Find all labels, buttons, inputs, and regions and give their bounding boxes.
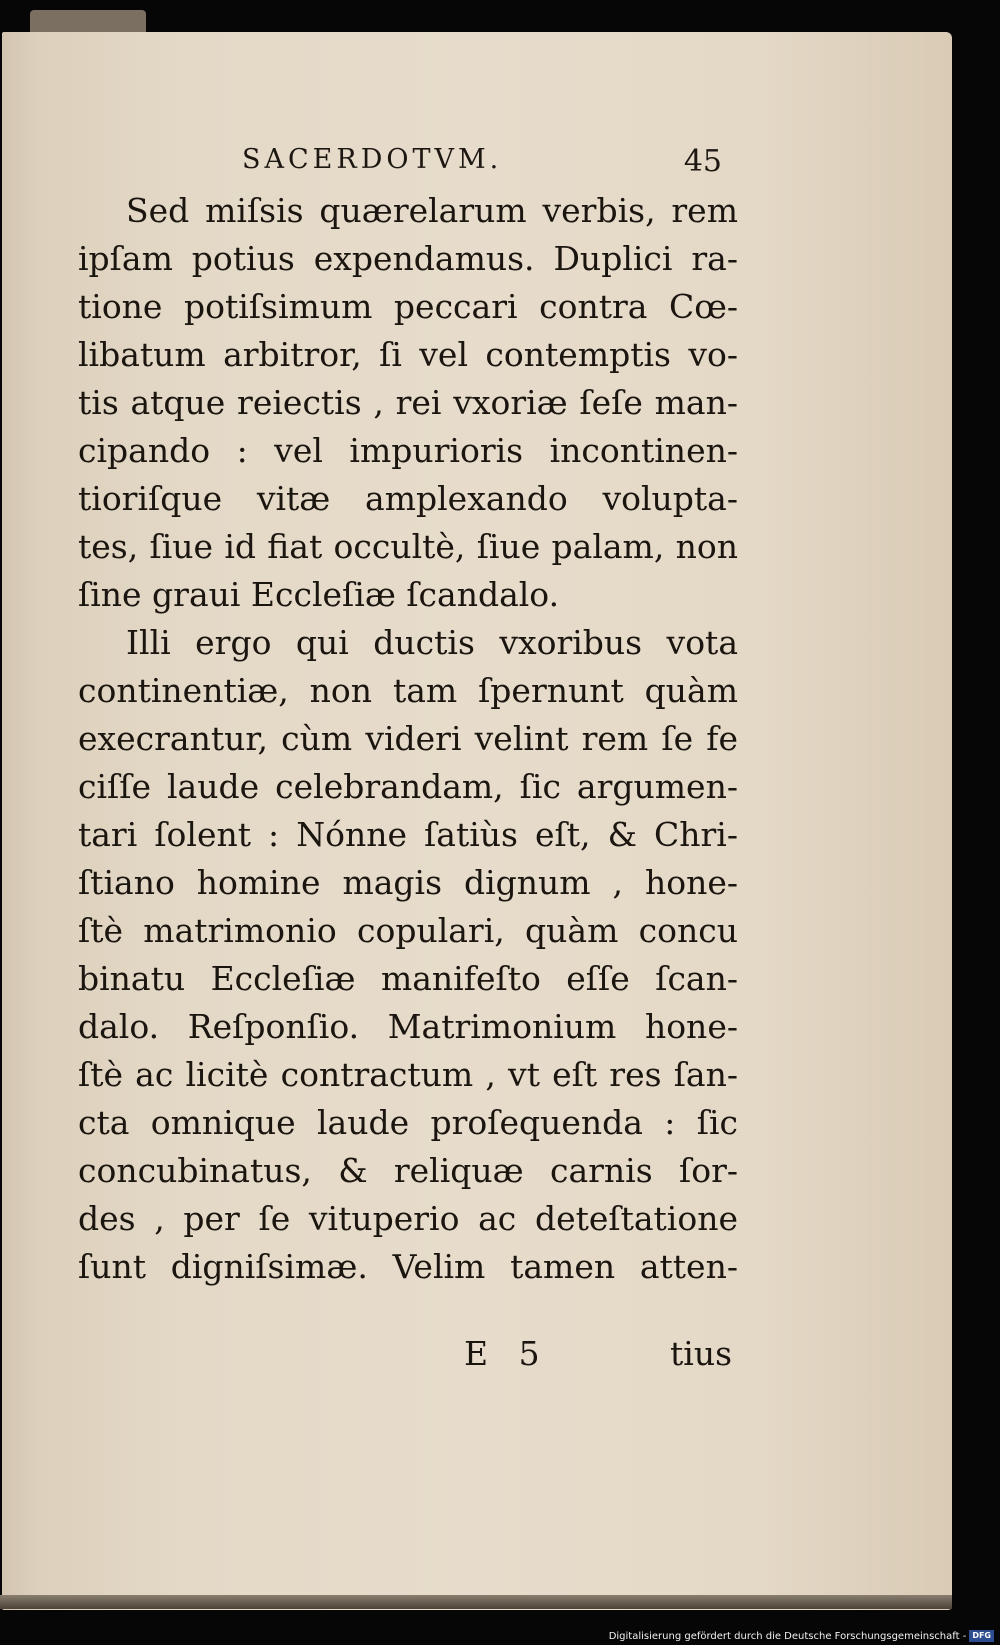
running-title: SACERDOTVM. xyxy=(242,144,503,175)
page-number: 45 xyxy=(683,144,722,179)
page-bottom-edge xyxy=(0,1595,952,1609)
text-line: tis atque reiectis , rei vxoriæ ſeſe man- xyxy=(78,383,738,422)
text-line: concubinatus, & reliquæ carnis ſor- xyxy=(78,1151,738,1190)
text-line: des , per ſe vituperio ac deteſtatione xyxy=(78,1199,738,1238)
body-text xyxy=(78,187,738,1291)
text-line: ſunt digniſsimæ. Velim tamen atten- xyxy=(78,1247,738,1286)
text-line: cta omnique laude proſequenda : ſic xyxy=(78,1103,738,1142)
text-line: Illi ergo qui ductis vxoribus vota xyxy=(126,623,738,662)
page-top-edge xyxy=(30,10,146,32)
digitization-credit xyxy=(600,1630,994,1644)
text-line: ſtè matrimonio copulari, quàm concu xyxy=(78,911,738,950)
text-line: libatum arbitror, ſi vel contemptis vo- xyxy=(78,335,738,374)
catchword: tius xyxy=(670,1334,733,1373)
text-line: tari ſolent : Nónne ſatiùs eſt, & Chri- xyxy=(78,815,738,854)
dfg-logo-icon: DFG xyxy=(969,1630,994,1642)
text-line: Sed miſsis quærelarum verbis, rem xyxy=(126,191,738,230)
book-page xyxy=(2,32,952,1610)
page-footer xyxy=(2,1334,952,1378)
text-line: ciſſe laude celebrandam, ſic argumen- xyxy=(78,767,738,806)
signature-mark: E 5 xyxy=(464,1334,550,1373)
text-line: tes, ſiue id fiat occultè, ſiue palam, non xyxy=(78,527,738,566)
text-line: tioriſque vitæ amplexando volupta- xyxy=(78,479,738,518)
page-header xyxy=(242,144,722,184)
text-line: binatu Eccleſiæ manifeſto eſſe ſcan- xyxy=(78,959,738,998)
text-line: continentiæ, non tam ſpernunt quàm xyxy=(78,671,738,710)
text-line: dalo. Reſponſio. Matrimonium hone- xyxy=(78,1007,738,1046)
text-line: ſtè ac licitè contractum , vt eſt res ſan- xyxy=(78,1055,738,1094)
text-line: ipſam potius expendamus. Duplici ra- xyxy=(78,239,738,278)
text-line: ſtiano homine magis dignum , hone- xyxy=(78,863,738,902)
text-line: tione potiſsimum peccari contra Cœ- xyxy=(78,287,738,326)
text-line: execrantur, cùm videri velint rem ſe fe xyxy=(78,719,738,758)
credit-text: Digitalisierung gefördert durch die Deutsche Forschungsgemeinschaft - xyxy=(608,1631,967,1642)
text-line: cipando : vel impurioris incontinen- xyxy=(78,431,738,470)
text-line: ſine graui Eccleſiæ ſcandalo. xyxy=(78,575,560,614)
